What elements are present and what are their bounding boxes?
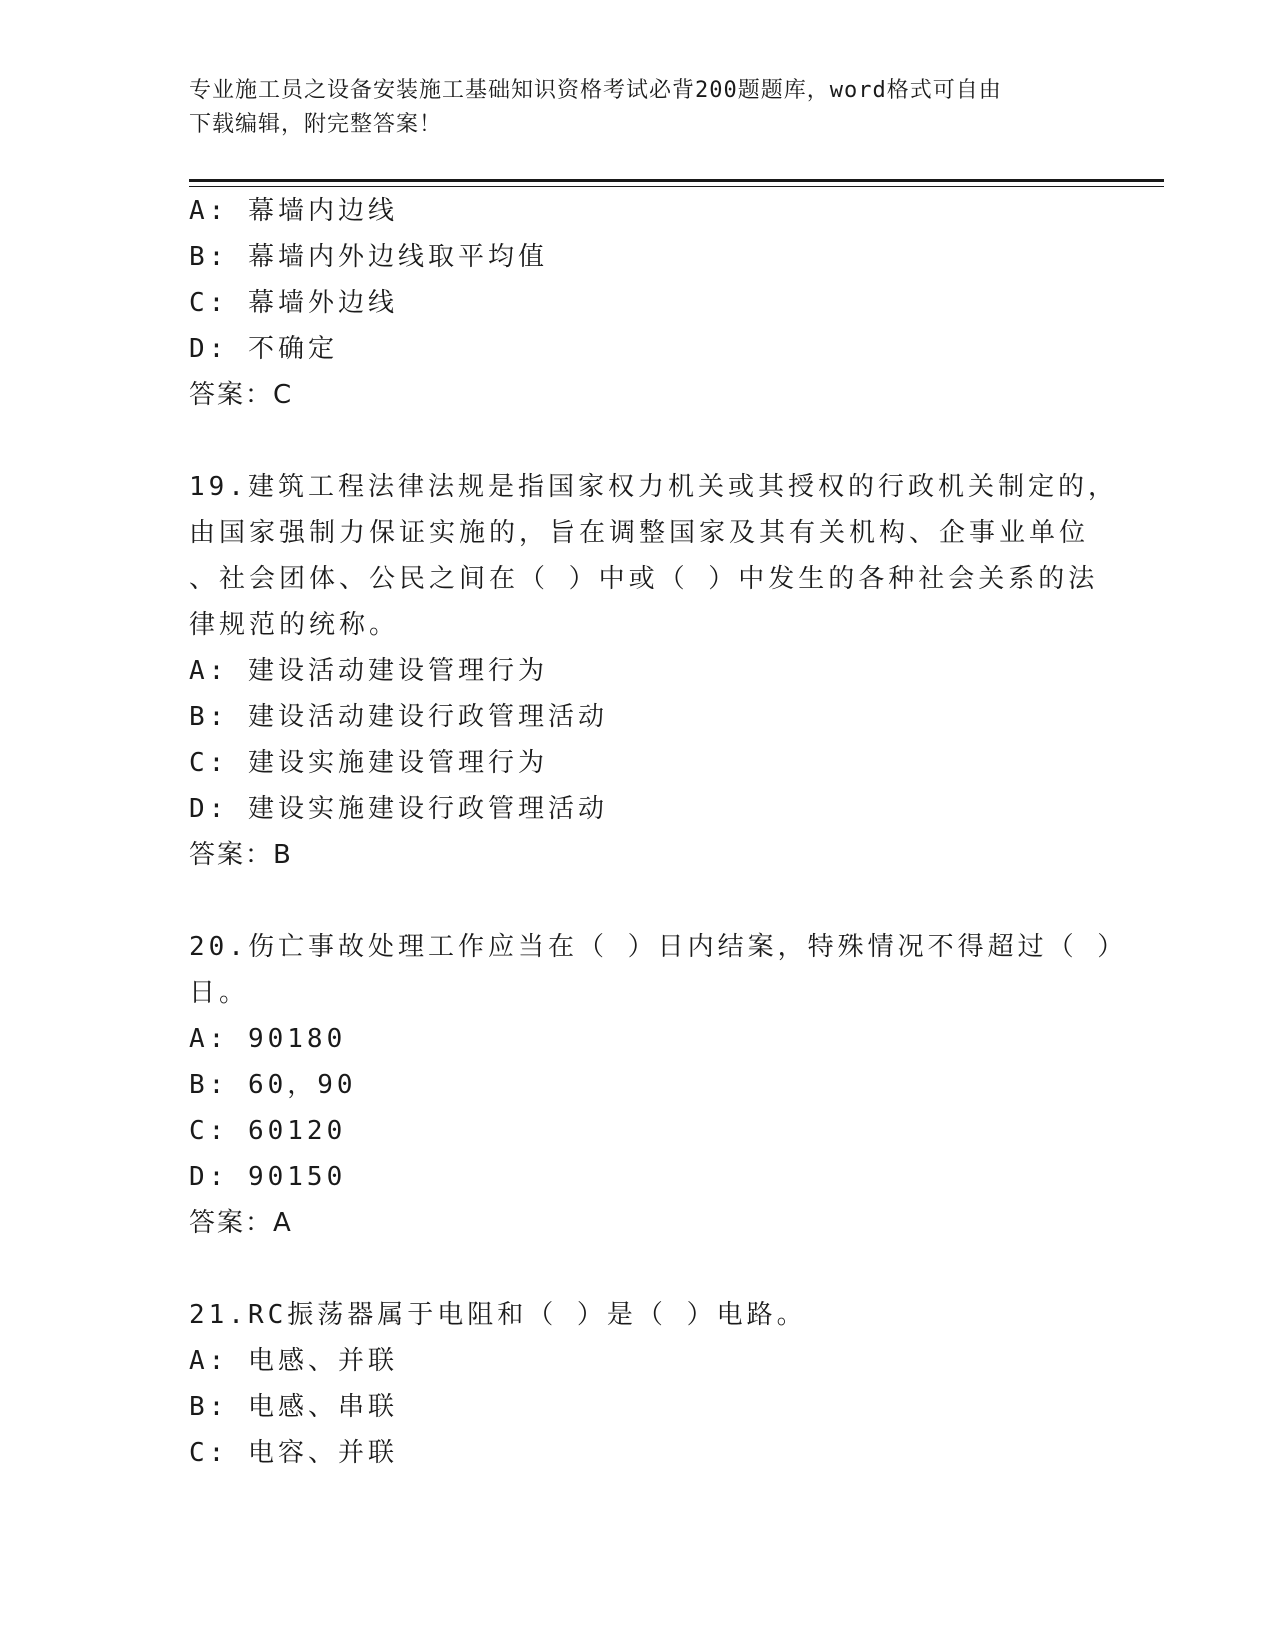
question-stem-line: 21.RC振荡器属于电阻和（ ）是（ ）电路。	[189, 1300, 807, 1330]
option-b: B: 电感、串联	[189, 1392, 398, 1422]
option-b: B: 60，90	[189, 1070, 357, 1100]
question-19	[189, 464, 1118, 878]
option-d: D: 90150	[189, 1162, 347, 1192]
answer-line: 答案：C	[189, 380, 294, 410]
option-d: D: 不确定	[189, 334, 338, 364]
option-c: C: 幕墙外边线	[189, 288, 398, 318]
answer-line: 答案：B	[189, 840, 293, 870]
question-18	[189, 188, 1089, 418]
answer-line: 答案：A	[189, 1208, 293, 1238]
question-stem-line: 律规范的统称。	[189, 610, 400, 640]
option-c: C: 建设实施建设管理行为	[189, 748, 548, 778]
option-a: A: 建设活动建设管理行为	[189, 656, 548, 686]
spacer	[189, 418, 1089, 464]
question-stem-line: 、社会团体、公民之间在（ ）中或（ ）中发生的各种社会关系的法	[189, 564, 1099, 594]
question-20	[189, 924, 1128, 1246]
header-divider-thin	[189, 186, 1164, 187]
option-c: C: 电容、并联	[189, 1438, 398, 1468]
header-line-2: 下载编辑，附完整答案！	[189, 112, 443, 137]
option-b: B: 建设活动建设行政管理活动	[189, 702, 608, 732]
spacer	[189, 1246, 1089, 1292]
option-a: A: 电感、并联	[189, 1346, 398, 1376]
document-header	[189, 74, 1089, 142]
header-divider-thick	[189, 179, 1164, 182]
option-a: A: 90180	[189, 1024, 347, 1054]
option-b: B: 幕墙内外边线取平均值	[189, 242, 548, 272]
header-line-1: 专业施工员之设备安装施工基础知识资格考试必背200题题库，word格式可自由	[189, 78, 1002, 103]
option-d: D: 建设实施建设行政管理活动	[189, 794, 608, 824]
option-c: C: 60120	[189, 1116, 347, 1146]
question-stem-line: 日。	[189, 978, 250, 1008]
question-21	[189, 1292, 1089, 1476]
question-stem-line: 19.建筑工程法律法规是指国家权力机关或其授权的行政机关制定的，	[189, 472, 1118, 502]
option-a: A: 幕墙内边线	[189, 196, 398, 226]
question-stem-line: 20.伤亡事故处理工作应当在（ ）日内结案，特殊情况不得超过（ ）	[189, 932, 1128, 962]
question-stem-line: 由国家强制力保证实施的，旨在调整国家及其有关机构、企事业单位	[189, 518, 1090, 548]
question-content	[189, 188, 1128, 1476]
spacer	[189, 878, 1089, 924]
